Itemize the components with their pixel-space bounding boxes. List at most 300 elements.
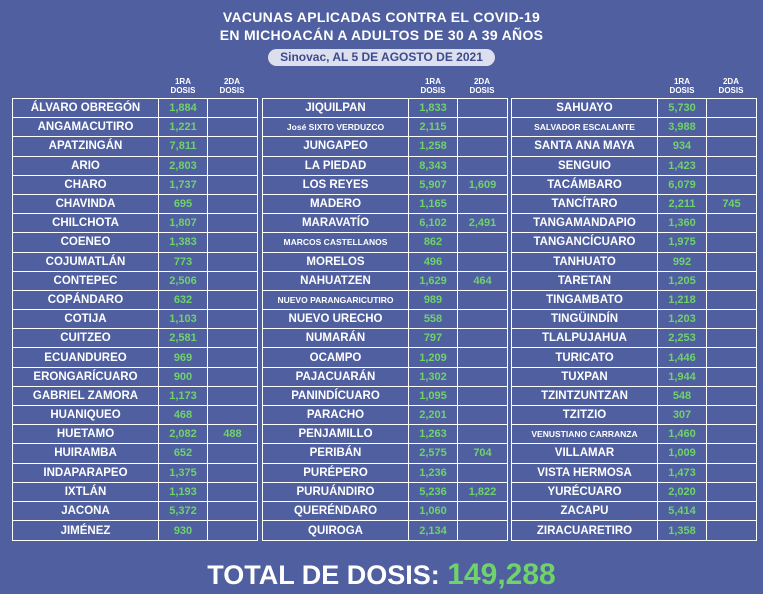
municipality-name: VISTA HERMOSA bbox=[512, 464, 658, 483]
table-row bbox=[512, 99, 756, 118]
title-line-1 bbox=[0, 8, 763, 26]
municipality-name: SENGUIO bbox=[512, 157, 658, 176]
municipality-name: PAJACUARÁN bbox=[263, 368, 409, 387]
second-dose-value bbox=[707, 272, 756, 291]
municipality-name: CHARO bbox=[13, 176, 159, 195]
second-dose-value: 1,822 bbox=[458, 483, 507, 502]
second-dose-value bbox=[458, 157, 507, 176]
table-row bbox=[263, 176, 507, 195]
first-dose-value: 548 bbox=[658, 387, 707, 406]
first-dose-value: 5,414 bbox=[658, 502, 707, 521]
first-dose-value: 1,203 bbox=[658, 310, 707, 329]
total-label: TOTAL DE DOSIS: bbox=[207, 560, 440, 590]
second-dose-value bbox=[208, 253, 257, 272]
first-dose-value: 8,343 bbox=[409, 157, 458, 176]
table-row bbox=[13, 464, 257, 483]
table-row bbox=[13, 233, 257, 252]
table-row bbox=[512, 425, 756, 444]
first-dose-value: 1,103 bbox=[159, 310, 208, 329]
first-dose-value: 900 bbox=[159, 368, 208, 387]
first-dose-value: 1,473 bbox=[658, 464, 707, 483]
table-row bbox=[263, 521, 507, 540]
table-row bbox=[512, 291, 756, 310]
table-row bbox=[13, 137, 257, 156]
first-dose-value: 989 bbox=[409, 291, 458, 310]
table-row bbox=[512, 176, 756, 195]
second-dose-value bbox=[707, 348, 756, 367]
first-dose-value: 2,211 bbox=[658, 195, 707, 214]
table-row bbox=[13, 195, 257, 214]
table-body bbox=[12, 98, 258, 541]
table-row bbox=[13, 387, 257, 406]
municipality-name: QUIROGA bbox=[263, 521, 409, 540]
second-dose-value bbox=[458, 464, 507, 483]
municipality-name: COJUMATLÁN bbox=[13, 253, 159, 272]
table-row bbox=[512, 387, 756, 406]
municipality-name: PURUÁNDIRO bbox=[263, 483, 409, 502]
table-row bbox=[263, 368, 507, 387]
first-dose-value: 1,807 bbox=[159, 214, 208, 233]
first-dose-value: 797 bbox=[409, 329, 458, 348]
table-column-3 bbox=[511, 78, 757, 541]
first-dose-value: 1,095 bbox=[409, 387, 458, 406]
table-row bbox=[13, 348, 257, 367]
first-dose-value: 2,253 bbox=[658, 329, 707, 348]
municipality-name: YURÉCUARO bbox=[512, 483, 658, 502]
subtitle-badge: Sinovac, AL 5 DE AGOSTO DE 2021 bbox=[268, 49, 495, 66]
municipality-name: PENJAMILLO bbox=[263, 425, 409, 444]
second-dose-value bbox=[458, 195, 507, 214]
table-row bbox=[512, 214, 756, 233]
municipality-name: MARAVATÍO bbox=[263, 214, 409, 233]
municipality-name: VENUSTIANO CARRANZA bbox=[512, 425, 658, 444]
municipality-name: PERIBÁN bbox=[263, 444, 409, 463]
table-row bbox=[13, 176, 257, 195]
second-dose-value bbox=[208, 99, 257, 118]
municipality-name: NUMARÁN bbox=[263, 329, 409, 348]
table-body bbox=[511, 98, 757, 541]
first-dose-value: 632 bbox=[159, 291, 208, 310]
municipality-name: CHILCHOTA bbox=[13, 214, 159, 233]
second-dose-value bbox=[458, 310, 507, 329]
first-dose-value: 2,082 bbox=[159, 425, 208, 444]
first-dose-value: 6,079 bbox=[658, 176, 707, 195]
municipality-name: LOS REYES bbox=[263, 176, 409, 195]
table-row bbox=[512, 118, 756, 137]
first-dose-value: 1,460 bbox=[658, 425, 707, 444]
table-row bbox=[13, 521, 257, 540]
table-row bbox=[512, 272, 756, 291]
municipality-name: INDAPARAPEO bbox=[13, 464, 159, 483]
table-row bbox=[512, 329, 756, 348]
first-dose-value: 1,383 bbox=[159, 233, 208, 252]
municipality-name: PARACHO bbox=[263, 406, 409, 425]
second-dose-value bbox=[707, 118, 756, 137]
first-dose-value: 3,988 bbox=[658, 118, 707, 137]
second-dose-value: 488 bbox=[208, 425, 257, 444]
first-dose-value: 2,803 bbox=[159, 157, 208, 176]
second-dose-value bbox=[458, 521, 507, 540]
second-dose-value bbox=[458, 348, 507, 367]
table-row bbox=[263, 329, 507, 348]
second-dose-value: 1,609 bbox=[458, 176, 507, 195]
first-dose-value: 2,020 bbox=[658, 483, 707, 502]
title-part-a: VACUNAS APLICADAS bbox=[222, 9, 386, 25]
title-line-2: EN MICHOACÁN A ADULTOS DE 30 A 39 AÑOS bbox=[219, 27, 544, 43]
first-dose-value: 1,009 bbox=[658, 444, 707, 463]
municipality-name: COTIJA bbox=[13, 310, 159, 329]
municipality-name: COENEO bbox=[13, 233, 159, 252]
table-row bbox=[263, 272, 507, 291]
table-row bbox=[13, 157, 257, 176]
first-dose-value: 1,629 bbox=[409, 272, 458, 291]
municipality-name: HUANIQUEO bbox=[13, 406, 159, 425]
first-dose-value: 695 bbox=[159, 195, 208, 214]
table-row bbox=[263, 118, 507, 137]
second-dose-value bbox=[208, 502, 257, 521]
first-dose-value: 1,263 bbox=[409, 425, 458, 444]
first-dose-value: 773 bbox=[159, 253, 208, 272]
table-row bbox=[512, 157, 756, 176]
municipality-name: SALVADOR ESCALANTE bbox=[512, 118, 658, 137]
table-row bbox=[13, 368, 257, 387]
second-dose-value bbox=[208, 368, 257, 387]
header-first-dose: 1RA DOSIS bbox=[170, 77, 196, 95]
first-dose-value: 5,372 bbox=[159, 502, 208, 521]
second-dose-value bbox=[208, 291, 257, 310]
table-row bbox=[13, 425, 257, 444]
table-row bbox=[512, 502, 756, 521]
table-row bbox=[13, 502, 257, 521]
second-dose-value bbox=[707, 99, 756, 118]
municipality-name: TLALPUJAHUA bbox=[512, 329, 658, 348]
table-row bbox=[263, 406, 507, 425]
second-dose-value: 2,491 bbox=[458, 214, 507, 233]
header bbox=[0, 0, 763, 66]
municipality-name: TANGANCÍCUARO bbox=[512, 233, 658, 252]
municipality-name: ZACAPU bbox=[512, 502, 658, 521]
first-dose-value: 1,209 bbox=[409, 348, 458, 367]
second-dose-value bbox=[208, 310, 257, 329]
first-dose-value: 1,423 bbox=[658, 157, 707, 176]
total-value: 149,288 bbox=[447, 558, 556, 591]
second-dose-value bbox=[458, 425, 507, 444]
first-dose-value: 2,575 bbox=[409, 444, 458, 463]
second-dose-value bbox=[458, 502, 507, 521]
table-row bbox=[512, 521, 756, 540]
second-dose-value bbox=[208, 406, 257, 425]
second-dose-value bbox=[208, 483, 257, 502]
first-dose-value: 2,506 bbox=[159, 272, 208, 291]
table-row bbox=[263, 233, 507, 252]
header-second-dose: 2DA DOSIS bbox=[219, 77, 245, 95]
municipality-name: JACONA bbox=[13, 502, 159, 521]
table-row bbox=[512, 233, 756, 252]
header-second-dose: 2DA DOSIS bbox=[469, 77, 495, 95]
second-dose-value bbox=[707, 157, 756, 176]
first-dose-value: 1,258 bbox=[409, 137, 458, 156]
first-dose-value: 6,102 bbox=[409, 214, 458, 233]
municipality-name: TINGÜINDÍN bbox=[512, 310, 658, 329]
first-dose-value: 2,115 bbox=[409, 118, 458, 137]
municipality-name: PANINDÍCUARO bbox=[263, 387, 409, 406]
column-headers bbox=[511, 78, 757, 98]
municipality-name: APATZINGÁN bbox=[13, 137, 159, 156]
second-dose-value bbox=[458, 406, 507, 425]
municipality-name: CONTEPEC bbox=[13, 272, 159, 291]
first-dose-value: 969 bbox=[159, 348, 208, 367]
second-dose-value bbox=[707, 521, 756, 540]
municipality-name: COPÁNDARO bbox=[13, 291, 159, 310]
second-dose-value bbox=[208, 272, 257, 291]
table-row bbox=[13, 99, 257, 118]
header-first-dose: 1RA DOSIS bbox=[669, 77, 695, 95]
table-row bbox=[13, 214, 257, 233]
second-dose-value bbox=[707, 137, 756, 156]
municipality-name: JIMÉNEZ bbox=[13, 521, 159, 540]
second-dose-value bbox=[208, 157, 257, 176]
title-part-b: CONTRA EL COVID-19 bbox=[385, 9, 541, 25]
second-dose-value bbox=[208, 464, 257, 483]
table-column-2 bbox=[262, 78, 508, 541]
table-row bbox=[263, 444, 507, 463]
municipality-name: TARETAN bbox=[512, 272, 658, 291]
first-dose-value: 1,060 bbox=[409, 502, 458, 521]
municipality-name: QUERÉNDARO bbox=[263, 502, 409, 521]
municipality-name: MADERO bbox=[263, 195, 409, 214]
municipality-name: ANGAMACUTIRO bbox=[13, 118, 159, 137]
second-dose-value bbox=[208, 118, 257, 137]
first-dose-value: 1,236 bbox=[409, 464, 458, 483]
table-row bbox=[263, 99, 507, 118]
table-row bbox=[512, 464, 756, 483]
first-dose-value: 1,358 bbox=[658, 521, 707, 540]
municipality-name: TINGAMBATO bbox=[512, 291, 658, 310]
table-row bbox=[263, 253, 507, 272]
second-dose-value bbox=[707, 406, 756, 425]
first-dose-value: 934 bbox=[658, 137, 707, 156]
table-row bbox=[263, 310, 507, 329]
second-dose-value bbox=[458, 387, 507, 406]
table-row bbox=[13, 406, 257, 425]
municipality-name: José SIXTO VERDUZCO bbox=[263, 118, 409, 137]
table-row bbox=[263, 195, 507, 214]
first-dose-value: 2,201 bbox=[409, 406, 458, 425]
municipality-name: ERONGARÍCUARO bbox=[13, 368, 159, 387]
second-dose-value bbox=[208, 521, 257, 540]
table-row bbox=[263, 348, 507, 367]
table-column-1 bbox=[12, 78, 258, 541]
second-dose-value bbox=[707, 253, 756, 272]
municipality-name: NUEVO URECHO bbox=[263, 310, 409, 329]
table-row bbox=[263, 157, 507, 176]
second-dose-value bbox=[458, 99, 507, 118]
second-dose-value bbox=[707, 502, 756, 521]
first-dose-value: 1,221 bbox=[159, 118, 208, 137]
total-doses bbox=[0, 560, 763, 590]
municipality-name: TUXPAN bbox=[512, 368, 658, 387]
first-dose-value: 5,236 bbox=[409, 483, 458, 502]
second-dose-value bbox=[707, 176, 756, 195]
first-dose-value: 5,907 bbox=[409, 176, 458, 195]
table-row bbox=[13, 444, 257, 463]
table-row bbox=[263, 387, 507, 406]
second-dose-value bbox=[458, 137, 507, 156]
first-dose-value: 1,165 bbox=[409, 195, 458, 214]
second-dose-value bbox=[707, 464, 756, 483]
first-dose-value: 1,375 bbox=[159, 464, 208, 483]
municipality-name: TANGAMANDAPIO bbox=[512, 214, 658, 233]
municipality-name: HUIRAMBA bbox=[13, 444, 159, 463]
municipality-name: TZINTZUNTZAN bbox=[512, 387, 658, 406]
table-row bbox=[13, 272, 257, 291]
municipality-name: JUNGAPEO bbox=[263, 137, 409, 156]
municipality-name: ÁLVARO OBREGÓN bbox=[13, 99, 159, 118]
table-row bbox=[263, 464, 507, 483]
municipality-name: HUETAMO bbox=[13, 425, 159, 444]
municipality-name: GABRIEL ZAMORA bbox=[13, 387, 159, 406]
first-dose-value: 1,975 bbox=[658, 233, 707, 252]
municipality-name: TANHUATO bbox=[512, 253, 658, 272]
second-dose-value bbox=[208, 444, 257, 463]
table-row bbox=[512, 406, 756, 425]
municipality-name: JIQUILPAN bbox=[263, 99, 409, 118]
municipality-name: OCAMPO bbox=[263, 348, 409, 367]
municipality-name: TACÁMBARO bbox=[512, 176, 658, 195]
table-row bbox=[263, 291, 507, 310]
municipality-name: ARIO bbox=[13, 157, 159, 176]
municipality-name: ZIRACUARETIRO bbox=[512, 521, 658, 540]
first-dose-value: 930 bbox=[159, 521, 208, 540]
municipality-name: NUEVO PARANGARICUTIRO bbox=[263, 291, 409, 310]
second-dose-value bbox=[707, 368, 756, 387]
first-dose-value: 652 bbox=[159, 444, 208, 463]
first-dose-value: 307 bbox=[658, 406, 707, 425]
second-dose-value bbox=[208, 176, 257, 195]
table-row bbox=[263, 137, 507, 156]
second-dose-value bbox=[707, 310, 756, 329]
table-row bbox=[512, 310, 756, 329]
column-headers bbox=[262, 78, 508, 98]
second-dose-value bbox=[707, 444, 756, 463]
first-dose-value: 992 bbox=[658, 253, 707, 272]
second-dose-value bbox=[707, 425, 756, 444]
first-dose-value: 1,218 bbox=[658, 291, 707, 310]
municipality-name: LA PIEDAD bbox=[263, 157, 409, 176]
second-dose-value: 704 bbox=[458, 444, 507, 463]
municipality-name: MORELOS bbox=[263, 253, 409, 272]
second-dose-value: 464 bbox=[458, 272, 507, 291]
first-dose-value: 1,193 bbox=[159, 483, 208, 502]
municipality-name: TURICATO bbox=[512, 348, 658, 367]
first-dose-value: 1,737 bbox=[159, 176, 208, 195]
first-dose-value: 558 bbox=[409, 310, 458, 329]
table-row bbox=[263, 214, 507, 233]
second-dose-value bbox=[208, 195, 257, 214]
first-dose-value: 1,205 bbox=[658, 272, 707, 291]
second-dose-value bbox=[458, 233, 507, 252]
municipality-name: MARCOS CASTELLANOS bbox=[263, 233, 409, 252]
table-row bbox=[512, 444, 756, 463]
second-dose-value bbox=[458, 368, 507, 387]
municipality-name: ECUANDUREO bbox=[13, 348, 159, 367]
second-dose-value bbox=[458, 291, 507, 310]
first-dose-value: 7,811 bbox=[159, 137, 208, 156]
second-dose-value bbox=[458, 329, 507, 348]
table-row bbox=[263, 425, 507, 444]
table-row bbox=[13, 310, 257, 329]
table-row bbox=[512, 137, 756, 156]
second-dose-value bbox=[707, 291, 756, 310]
second-dose-value bbox=[707, 387, 756, 406]
first-dose-value: 1,884 bbox=[159, 99, 208, 118]
table-row bbox=[13, 118, 257, 137]
table-row bbox=[512, 195, 756, 214]
second-dose-value bbox=[208, 137, 257, 156]
table-row bbox=[263, 502, 507, 521]
table-row bbox=[263, 483, 507, 502]
first-dose-value: 2,581 bbox=[159, 329, 208, 348]
header-second-dose: 2DA DOSIS bbox=[718, 77, 744, 95]
table-row bbox=[13, 291, 257, 310]
table-row bbox=[512, 483, 756, 502]
second-dose-value bbox=[707, 214, 756, 233]
table-row bbox=[512, 253, 756, 272]
municipality-name: NAHUATZEN bbox=[263, 272, 409, 291]
first-dose-value: 1,446 bbox=[658, 348, 707, 367]
column-headers bbox=[12, 78, 258, 98]
first-dose-value: 862 bbox=[409, 233, 458, 252]
second-dose-value bbox=[458, 253, 507, 272]
second-dose-value bbox=[208, 233, 257, 252]
second-dose-value bbox=[707, 329, 756, 348]
second-dose-value: 745 bbox=[707, 195, 756, 214]
first-dose-value: 1,360 bbox=[658, 214, 707, 233]
municipality-name: IXTLÁN bbox=[13, 483, 159, 502]
first-dose-value: 1,302 bbox=[409, 368, 458, 387]
table-row bbox=[13, 329, 257, 348]
municipality-name: SAHUAYO bbox=[512, 99, 658, 118]
second-dose-value bbox=[707, 483, 756, 502]
table-body bbox=[262, 98, 508, 541]
header-first-dose: 1RA DOSIS bbox=[420, 77, 446, 95]
second-dose-value bbox=[208, 329, 257, 348]
table-row bbox=[512, 348, 756, 367]
table-row bbox=[13, 253, 257, 272]
second-dose-value bbox=[208, 387, 257, 406]
municipality-name: CUITZEO bbox=[13, 329, 159, 348]
first-dose-value: 468 bbox=[159, 406, 208, 425]
first-dose-value: 496 bbox=[409, 253, 458, 272]
table-row bbox=[13, 483, 257, 502]
table-row bbox=[512, 368, 756, 387]
first-dose-value: 5,730 bbox=[658, 99, 707, 118]
first-dose-value: 2,134 bbox=[409, 521, 458, 540]
first-dose-value: 1,173 bbox=[159, 387, 208, 406]
municipality-name: TANCÍTARO bbox=[512, 195, 658, 214]
municipality-name: CHAVINDA bbox=[13, 195, 159, 214]
municipality-name: VILLAMAR bbox=[512, 444, 658, 463]
municipality-name: PURÉPERO bbox=[263, 464, 409, 483]
second-dose-value bbox=[458, 118, 507, 137]
second-dose-value bbox=[208, 348, 257, 367]
municipality-name: SANTA ANA MAYA bbox=[512, 137, 658, 156]
first-dose-value: 1,833 bbox=[409, 99, 458, 118]
municipality-name: TZITZIO bbox=[512, 406, 658, 425]
second-dose-value bbox=[208, 214, 257, 233]
first-dose-value: 1,944 bbox=[658, 368, 707, 387]
second-dose-value bbox=[707, 233, 756, 252]
